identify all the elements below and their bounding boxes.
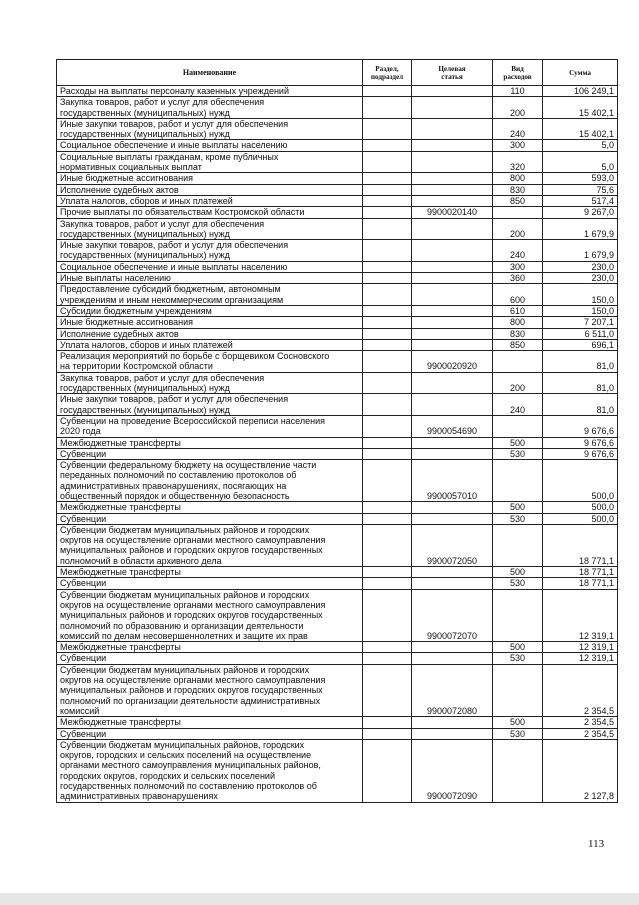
row-section-cell bbox=[363, 173, 412, 184]
row-section-cell bbox=[363, 97, 412, 119]
row-sum-cell: 500,0 bbox=[543, 513, 618, 524]
table-row bbox=[57, 240, 618, 262]
row-name-cell: Реализация мероприятий по борьбе с борщевиком Сосновского на территории Костромской области bbox=[57, 351, 363, 373]
table-body bbox=[57, 86, 618, 803]
row-name-cell: Субвенции бюджетам муниципальных районов, городских округов, городских и сельских поселений на осуществление органами местного самоуправления муниципальных районов, городских округов, городских и сельских поселений государственных полномочий по составлению протоколов об административных правонарушениях bbox=[57, 739, 363, 802]
row-name-cell: Субсидии бюджетным учреждениям bbox=[57, 305, 363, 316]
row-sum-cell: 18 771,1 bbox=[543, 524, 618, 566]
row-sum-cell: 5,0 bbox=[543, 151, 618, 173]
row-sum-cell: 6 511,0 bbox=[543, 328, 618, 339]
row-article-cell: 9900072070 bbox=[412, 589, 493, 641]
row-kind-cell: 530 bbox=[493, 448, 543, 459]
row-article-cell bbox=[412, 728, 493, 739]
row-article-cell bbox=[412, 394, 493, 416]
row-article-cell bbox=[412, 140, 493, 151]
row-name-cell: Закупка товаров, работ и услуг для обеспечения государственных (муниципальных) нужд bbox=[57, 97, 363, 119]
row-kind-cell: 850 bbox=[493, 339, 543, 350]
row-section-cell bbox=[363, 578, 412, 589]
row-sum-cell: 593,0 bbox=[543, 173, 618, 184]
row-section-cell bbox=[363, 140, 412, 151]
row-name-cell: Субвенции bbox=[57, 653, 363, 664]
row-kind-cell: 600 bbox=[493, 284, 543, 306]
table-row bbox=[57, 653, 618, 664]
row-article-cell bbox=[412, 284, 493, 306]
table-row bbox=[57, 513, 618, 524]
header-article: Целевая статья bbox=[412, 60, 493, 86]
row-sum-cell: 230,0 bbox=[543, 261, 618, 272]
row-kind-cell: 800 bbox=[493, 317, 543, 328]
row-section-cell bbox=[363, 218, 412, 240]
header-name: Наименование bbox=[57, 60, 363, 86]
row-section-cell bbox=[363, 261, 412, 272]
table-row bbox=[57, 372, 618, 394]
row-sum-cell: 5,0 bbox=[543, 140, 618, 151]
row-kind-cell: 530 bbox=[493, 728, 543, 739]
row-kind-cell bbox=[493, 415, 543, 437]
row-article-cell bbox=[412, 317, 493, 328]
row-sum-cell: 9 267,0 bbox=[543, 207, 618, 218]
row-name-cell: Межбюджетные трансферты bbox=[57, 567, 363, 578]
row-article-cell bbox=[412, 513, 493, 524]
row-kind-cell: 110 bbox=[493, 86, 543, 97]
row-sum-cell: 18 771,1 bbox=[543, 567, 618, 578]
row-section-cell bbox=[363, 151, 412, 173]
table-row bbox=[57, 415, 618, 437]
row-section-cell bbox=[363, 437, 412, 448]
row-article-cell: 9900072090 bbox=[412, 739, 493, 802]
row-kind-cell: 830 bbox=[493, 328, 543, 339]
row-name-cell: Иные закупки товаров, работ и услуг для обеспечения государственных (муниципальных) нужд bbox=[57, 240, 363, 262]
row-sum-cell: 517,4 bbox=[543, 195, 618, 206]
row-section-cell bbox=[363, 305, 412, 316]
table-row bbox=[57, 460, 618, 502]
bottom-edge bbox=[0, 893, 639, 905]
row-kind-cell: 800 bbox=[493, 173, 543, 184]
row-sum-cell: 106 249,1 bbox=[543, 86, 618, 97]
row-name-cell: Исполнение судебных актов bbox=[57, 328, 363, 339]
table-row bbox=[57, 717, 618, 728]
row-article-cell bbox=[412, 86, 493, 97]
header-section: Раздел, подраздел bbox=[363, 60, 412, 86]
row-section-cell bbox=[363, 86, 412, 97]
row-article-cell bbox=[412, 97, 493, 119]
row-kind-cell: 530 bbox=[493, 578, 543, 589]
table-row bbox=[57, 437, 618, 448]
row-article-cell: 9900057010 bbox=[412, 460, 493, 502]
row-name-cell: Исполнение судебных актов bbox=[57, 184, 363, 195]
row-sum-cell: 9 676,6 bbox=[543, 448, 618, 459]
row-section-cell bbox=[363, 717, 412, 728]
table-row bbox=[57, 739, 618, 802]
table-row bbox=[57, 207, 618, 218]
table-row bbox=[57, 195, 618, 206]
table-row bbox=[57, 589, 618, 641]
row-article-cell bbox=[412, 717, 493, 728]
row-name-cell: Субвенции бюджетам муниципальных районов и городских округов на осуществление органами местного самоуправления муниципальных районов и городских округов государственных полномочий по организации деятельности административных комиссий bbox=[57, 664, 363, 716]
row-article-cell bbox=[412, 184, 493, 195]
row-name-cell: Субвенции bbox=[57, 448, 363, 459]
row-article-cell bbox=[412, 578, 493, 589]
row-sum-cell: 500,0 bbox=[543, 502, 618, 513]
row-sum-cell: 9 676,6 bbox=[543, 415, 618, 437]
table-row bbox=[57, 642, 618, 653]
row-article-cell bbox=[412, 261, 493, 272]
row-sum-cell: 7 207,1 bbox=[543, 317, 618, 328]
row-kind-cell: 500 bbox=[493, 717, 543, 728]
row-name-cell: Иные бюджетные ассигнования bbox=[57, 173, 363, 184]
row-article-cell bbox=[412, 328, 493, 339]
table-row bbox=[57, 273, 618, 284]
row-sum-cell: 15 402,1 bbox=[543, 97, 618, 119]
table-row bbox=[57, 578, 618, 589]
row-section-cell bbox=[363, 394, 412, 416]
row-name-cell: Уплата налогов, сборов и иных платежей bbox=[57, 339, 363, 350]
row-section-cell bbox=[363, 524, 412, 566]
row-article-cell bbox=[412, 151, 493, 173]
row-kind-cell bbox=[493, 351, 543, 373]
table-row bbox=[57, 184, 618, 195]
row-article-cell bbox=[412, 173, 493, 184]
row-sum-cell: 1 679,9 bbox=[543, 240, 618, 262]
row-section-cell bbox=[363, 284, 412, 306]
row-name-cell: Субвенции bbox=[57, 513, 363, 524]
header-kind: Вид расходов bbox=[493, 60, 543, 86]
row-article-cell bbox=[412, 372, 493, 394]
budget-table-sheet bbox=[56, 59, 617, 803]
row-kind-cell bbox=[493, 664, 543, 716]
row-sum-cell: 2 127,8 bbox=[543, 739, 618, 802]
row-name-cell: Иные бюджетные ассигнования bbox=[57, 317, 363, 328]
row-kind-cell: 320 bbox=[493, 151, 543, 173]
row-section-cell bbox=[363, 207, 412, 218]
page-number: 113 bbox=[588, 838, 605, 850]
row-article-cell bbox=[412, 218, 493, 240]
row-kind-cell: 200 bbox=[493, 372, 543, 394]
row-section-cell bbox=[363, 317, 412, 328]
row-name-cell: Субвенции bbox=[57, 728, 363, 739]
row-article-cell bbox=[412, 240, 493, 262]
header-sum: Сумма bbox=[543, 60, 618, 86]
row-sum-cell: 2 354,5 bbox=[543, 717, 618, 728]
row-sum-cell: 81,0 bbox=[543, 351, 618, 373]
row-sum-cell: 12 319,1 bbox=[543, 653, 618, 664]
row-article-cell: 9900072050 bbox=[412, 524, 493, 566]
row-name-cell: Социальное обеспечение и иные выплаты населению bbox=[57, 261, 363, 272]
row-kind-cell: 200 bbox=[493, 97, 543, 119]
row-kind-cell: 500 bbox=[493, 642, 543, 653]
row-name-cell: Субвенции бюджетам муниципальных районов и городских округов на осуществление органами местного самоуправления муниципальных районов и городских округов государственных полномочий в области архивного дела bbox=[57, 524, 363, 566]
row-section-cell bbox=[363, 513, 412, 524]
row-section-cell bbox=[363, 118, 412, 140]
table-header-row bbox=[57, 60, 618, 86]
row-section-cell bbox=[363, 339, 412, 350]
table-row bbox=[57, 261, 618, 272]
row-name-cell: Субвенции федеральному бюджету на осуществление части переданных полномочий по составлению протоколов об административных правонарушениях, посягающих на общественный порядок и общественную безопасность bbox=[57, 460, 363, 502]
row-section-cell bbox=[363, 739, 412, 802]
row-name-cell: Межбюджетные трансферты bbox=[57, 437, 363, 448]
row-kind-cell: 830 bbox=[493, 184, 543, 195]
row-sum-cell: 12 319,1 bbox=[543, 589, 618, 641]
table-row bbox=[57, 140, 618, 151]
row-article-cell bbox=[412, 642, 493, 653]
row-article-cell bbox=[412, 567, 493, 578]
row-sum-cell: 75,6 bbox=[543, 184, 618, 195]
row-name-cell: Закупка товаров, работ и услуг для обеспечения государственных (муниципальных) нужд bbox=[57, 372, 363, 394]
row-section-cell bbox=[363, 351, 412, 373]
table-row bbox=[57, 97, 618, 119]
row-sum-cell: 9 676,6 bbox=[543, 437, 618, 448]
table-row bbox=[57, 448, 618, 459]
row-section-cell bbox=[363, 328, 412, 339]
row-kind-cell: 200 bbox=[493, 218, 543, 240]
table-row bbox=[57, 339, 618, 350]
row-sum-cell: 18 771,1 bbox=[543, 578, 618, 589]
table-row bbox=[57, 86, 618, 97]
row-kind-cell bbox=[493, 589, 543, 641]
row-name-cell: Иные выплаты населению bbox=[57, 273, 363, 284]
table-row bbox=[57, 567, 618, 578]
row-kind-cell: 240 bbox=[493, 394, 543, 416]
row-name-cell: Социальное обеспечение и иные выплаты населению bbox=[57, 140, 363, 151]
table-row bbox=[57, 218, 618, 240]
row-section-cell bbox=[363, 273, 412, 284]
row-kind-cell: 360 bbox=[493, 273, 543, 284]
row-name-cell: Субвенции bbox=[57, 578, 363, 589]
row-sum-cell: 150,0 bbox=[543, 284, 618, 306]
row-section-cell bbox=[363, 502, 412, 513]
row-article-cell: 9900072080 bbox=[412, 664, 493, 716]
row-kind-cell bbox=[493, 207, 543, 218]
row-name-cell: Межбюджетные трансферты bbox=[57, 717, 363, 728]
row-section-cell bbox=[363, 567, 412, 578]
table-row bbox=[57, 173, 618, 184]
row-article-cell bbox=[412, 195, 493, 206]
row-sum-cell: 230,0 bbox=[543, 273, 618, 284]
row-section-cell bbox=[363, 372, 412, 394]
row-article-cell bbox=[412, 339, 493, 350]
table-row bbox=[57, 502, 618, 513]
row-kind-cell: 240 bbox=[493, 118, 543, 140]
row-name-cell: Прочие выплаты по обязательствам Костромской области bbox=[57, 207, 363, 218]
row-kind-cell: 610 bbox=[493, 305, 543, 316]
row-name-cell: Предоставление субсидий бюджетным, автономным учреждениям и иным некоммерческим организациям bbox=[57, 284, 363, 306]
row-kind-cell: 530 bbox=[493, 653, 543, 664]
row-sum-cell: 2 354,5 bbox=[543, 728, 618, 739]
row-section-cell bbox=[363, 240, 412, 262]
row-name-cell: Иные закупки товаров, работ и услуг для обеспечения государственных (муниципальных) нужд bbox=[57, 118, 363, 140]
row-name-cell: Межбюджетные трансферты bbox=[57, 502, 363, 513]
row-kind-cell: 500 bbox=[493, 567, 543, 578]
row-name-cell: Субвенции бюджетам муниципальных районов и городских округов на осуществление органами местного самоуправления муниципальных районов и городских округов государственных полномочий по образованию и организации деятельности комиссий по делам несовершеннолетних и защите их прав bbox=[57, 589, 363, 641]
table-row bbox=[57, 118, 618, 140]
row-kind-cell: 300 bbox=[493, 261, 543, 272]
row-kind-cell: 850 bbox=[493, 195, 543, 206]
row-sum-cell: 81,0 bbox=[543, 372, 618, 394]
table-row bbox=[57, 728, 618, 739]
row-kind-cell bbox=[493, 524, 543, 566]
row-sum-cell: 2 354,5 bbox=[543, 664, 618, 716]
table-row bbox=[57, 328, 618, 339]
row-kind-cell: 530 bbox=[493, 513, 543, 524]
table-row bbox=[57, 305, 618, 316]
row-sum-cell: 150,0 bbox=[543, 305, 618, 316]
row-name-cell: Закупка товаров, работ и услуг для обеспечения государственных (муниципальных) нужд bbox=[57, 218, 363, 240]
row-name-cell: Социальные выплаты гражданам, кроме публичных нормативных социальных выплат bbox=[57, 151, 363, 173]
row-section-cell bbox=[363, 195, 412, 206]
row-sum-cell: 12 319,1 bbox=[543, 642, 618, 653]
row-section-cell bbox=[363, 653, 412, 664]
row-sum-cell: 500,0 bbox=[543, 460, 618, 502]
row-name-cell: Межбюджетные трансферты bbox=[57, 642, 363, 653]
row-section-cell bbox=[363, 664, 412, 716]
row-article-cell: 9900054690 bbox=[412, 415, 493, 437]
row-section-cell bbox=[363, 184, 412, 195]
row-name-cell: Иные закупки товаров, работ и услуг для обеспечения государственных (муниципальных) нужд bbox=[57, 394, 363, 416]
row-section-cell bbox=[363, 415, 412, 437]
row-article-cell bbox=[412, 502, 493, 513]
row-article-cell: 9900020920 bbox=[412, 351, 493, 373]
table-row bbox=[57, 317, 618, 328]
row-kind-cell bbox=[493, 739, 543, 802]
row-article-cell bbox=[412, 437, 493, 448]
row-section-cell bbox=[363, 642, 412, 653]
row-sum-cell: 81,0 bbox=[543, 394, 618, 416]
row-sum-cell: 696,1 bbox=[543, 339, 618, 350]
table-row bbox=[57, 284, 618, 306]
row-article-cell: 9900020140 bbox=[412, 207, 493, 218]
row-sum-cell: 1 679,9 bbox=[543, 218, 618, 240]
table-row bbox=[57, 394, 618, 416]
table-row bbox=[57, 664, 618, 716]
row-name-cell: Субвенции на проведение Всероссийской переписи населения 2020 года bbox=[57, 415, 363, 437]
row-name-cell: Расходы на выплаты персоналу казенных учреждений bbox=[57, 86, 363, 97]
table-row bbox=[57, 524, 618, 566]
row-section-cell bbox=[363, 448, 412, 459]
row-article-cell bbox=[412, 448, 493, 459]
row-article-cell bbox=[412, 305, 493, 316]
row-section-cell bbox=[363, 589, 412, 641]
row-kind-cell bbox=[493, 460, 543, 502]
row-article-cell bbox=[412, 273, 493, 284]
row-kind-cell: 500 bbox=[493, 502, 543, 513]
row-kind-cell: 500 bbox=[493, 437, 543, 448]
row-section-cell bbox=[363, 460, 412, 502]
row-sum-cell: 15 402,1 bbox=[543, 118, 618, 140]
row-kind-cell: 300 bbox=[493, 140, 543, 151]
budget-table bbox=[56, 59, 618, 803]
table-row bbox=[57, 351, 618, 373]
row-name-cell: Уплата налогов, сборов и иных платежей bbox=[57, 195, 363, 206]
table-row bbox=[57, 151, 618, 173]
row-kind-cell: 240 bbox=[493, 240, 543, 262]
row-article-cell bbox=[412, 653, 493, 664]
row-section-cell bbox=[363, 728, 412, 739]
row-article-cell bbox=[412, 118, 493, 140]
